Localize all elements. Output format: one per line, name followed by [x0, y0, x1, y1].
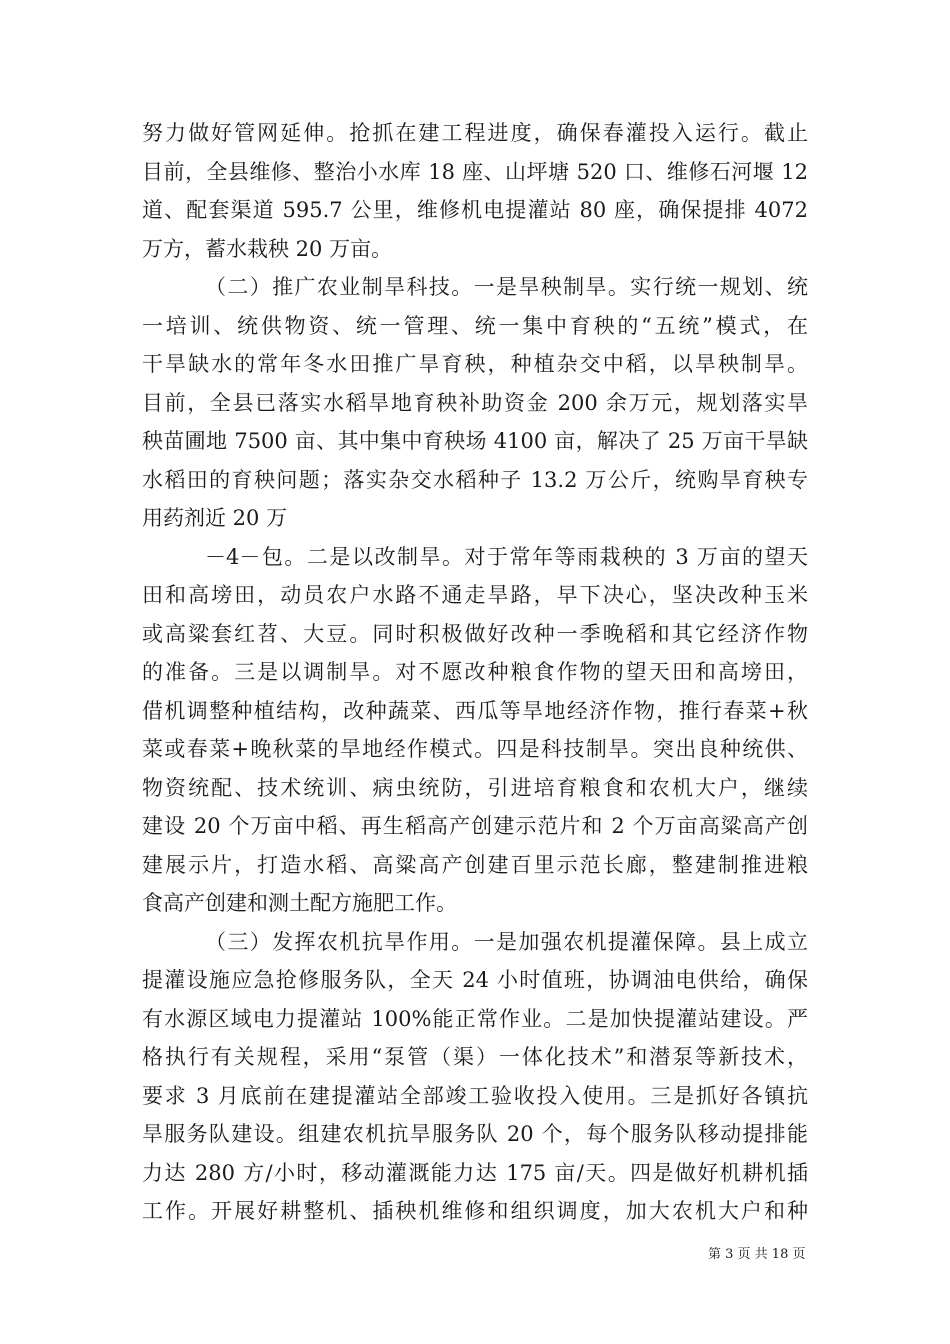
- text-line-4: 万方，蓄水栽秧 20 万亩。: [142, 236, 393, 261]
- text-line-21: 食高产创建和测土配方施肥工作。: [142, 891, 457, 915]
- section-heading-3: （三）发挥农机抗旱作用。一是加强农机提灌保障。县上成立: [205, 929, 808, 954]
- text-line-10: 水稻田的育秧问题；落实杂交水稻种子 13.2 万公斤，统购旱育秧专: [142, 467, 808, 492]
- text-line-1: 努力做好管网延伸。抢抓在建工程进度，确保春灌投入运行。截止: [142, 121, 808, 145]
- text-line-29: 工作。开展好耕整机、插秧机维修和组织调度，加大农机大户和种: [142, 1199, 808, 1223]
- text-line-15: 的准备。三是以调制旱。对不愿改种粮食作物的望天田和高塝田，: [142, 660, 808, 684]
- text-line-8: 目前，全县已落实水稻旱地育秧补助资金 200 余万元，规划落实旱: [142, 390, 808, 415]
- text-line-24: 有水源区域电力提灌站 100%能正常作业。二是加快提灌站建设。严: [142, 1006, 808, 1031]
- text-line-19: 建设 20 个万亩中稻、再生稻高产创建示范片和 2 个万亩高粱高产创: [142, 814, 808, 838]
- text-line-7: 干旱缺水的常年冬水田推广旱育秧，种植杂交中稻，以旱秧制旱。: [142, 352, 808, 376]
- text-line-16: 借机调整种植结构，改种蔬菜、西瓜等旱地经济作物，推行春菜+秋: [142, 698, 808, 723]
- text-line-25: 格执行有关规程，采用“泵管（渠）一体化技术”和潜泵等新技术，: [142, 1045, 808, 1069]
- text-line-28: 力达 280 方/小时，移动灌溉能力达 175 亩/天。四是做好机耕机插: [142, 1160, 808, 1185]
- text-line-18: 物资统配、技术统训、病虫统防，引进培育粮食和农机大户，继续: [142, 775, 808, 800]
- text-line-17: 菜或春菜+晚秋菜的旱地经作模式。四是科技制旱。突出良种统供、: [142, 737, 808, 761]
- text-line-27: 旱服务队建设。组建农机抗旱服务队 20 个，每个服务队移动提排能: [142, 1122, 808, 1146]
- page-number: 第 3 页 共 18 页: [708, 1247, 806, 1262]
- body-text: [142, 114, 808, 1231]
- text-line-6: 一培训、统供物资、统一管理、统一集中育秧的“五统”模式，在: [142, 313, 808, 338]
- text-line-3: 道、配套渠道 595.7 公里，维修机电提灌站 80 座，确保提排 4072: [142, 198, 808, 222]
- text-line-2: 目前，全县维修、整治小水库 18 座、山坪塘 520 口、维修石河堰 12: [142, 159, 808, 184]
- text-line-14: 或高粱套红苕、大豆。同时积极做好改种一季晚稻和其它经济作物: [142, 621, 808, 646]
- text-line-12: －4－包。二是以改制旱。对于常年等雨栽秧的 3 万亩的望天: [205, 544, 808, 569]
- text-line-9: 秧苗圃地 7500 亩、其中集中育秧场 4100 亩，解决了 25 万亩干旱缺: [142, 429, 808, 453]
- text-line-23: 提灌设施应急抢修服务队，全天 24 小时值班，协调油电供给，确保: [142, 968, 808, 992]
- text-line-13: 田和高塝田，动员农户水路不通走旱路，早下决心，坚决改种玉米: [142, 583, 808, 607]
- text-line-11: 用药剂近 20 万: [142, 506, 288, 530]
- text-line-20: 建展示片，打造水稻、高粱高产创建百里示范长廊，整建制推进粮: [142, 852, 808, 877]
- text-line-26: 要求 3 月底前在建提灌站全部竣工验收投入使用。三是抓好各镇抗: [142, 1083, 808, 1108]
- section-heading-2: （二）推广农业制旱科技。一是旱秧制旱。实行统一规划、统: [205, 275, 808, 299]
